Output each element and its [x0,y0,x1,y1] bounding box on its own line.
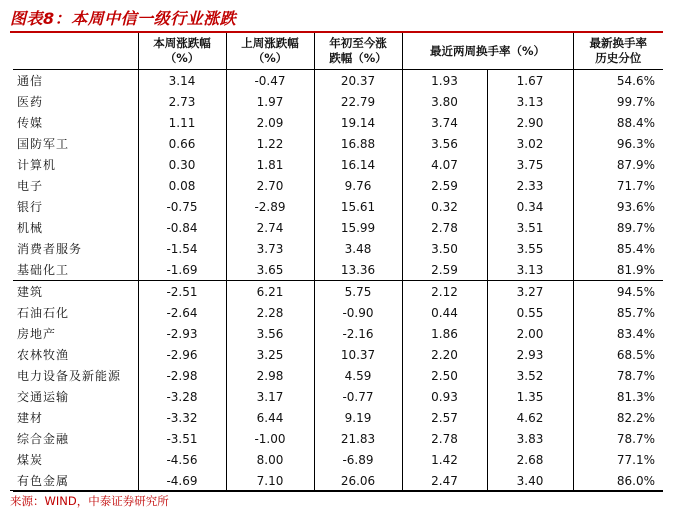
cell-turnover-this-week: 3.02 [487,133,573,154]
table-row [13,112,663,133]
cell-week-change: -3.28 [138,386,226,407]
cell-ytd-change: 19.14 [314,112,402,133]
cell-ytd-change: -0.77 [314,386,402,407]
table-row [13,407,663,428]
cell-turnover-percentile: 88.4% [573,112,663,133]
cell-last-week-change: 3.65 [226,259,314,281]
cell-turnover-this-week: 3.51 [487,217,573,238]
cell-turnover-last-week: 1.42 [402,449,487,470]
cell-ytd-change: 4.59 [314,365,402,386]
cell-turnover-last-week: 4.07 [402,154,487,175]
table-row [13,470,663,492]
table-row [13,449,663,470]
cell-last-week-change: 6.21 [226,281,314,303]
cell-turnover-last-week: 2.78 [402,428,487,449]
cell-turnover-percentile: 96.3% [573,133,663,154]
table-row [13,365,663,386]
cell-turnover-this-week: 3.75 [487,154,573,175]
cell-ytd-change: 13.36 [314,259,402,281]
header-week-change: 本周涨跌幅 （%） [138,33,226,70]
cell-turnover-last-week: 2.57 [402,407,487,428]
cell-turnover-percentile: 54.6% [573,70,663,92]
header-row [13,33,663,70]
cell-turnover-this-week: 3.40 [487,470,573,492]
cell-turnover-this-week: 1.67 [487,70,573,92]
table-row [13,175,663,196]
cell-turnover-percentile: 71.7% [573,175,663,196]
cell-ytd-change: 5.75 [314,281,402,303]
cell-turnover-last-week: 3.50 [402,238,487,259]
cell-last-week-change: 1.81 [226,154,314,175]
cell-turnover-this-week: 3.55 [487,238,573,259]
table-row [13,238,663,259]
cell-week-change: 0.08 [138,175,226,196]
cell-week-change: -2.93 [138,323,226,344]
cell-last-week-change: 6.44 [226,407,314,428]
cell-industry-name: 石油石化 [17,306,70,320]
cell-turnover-last-week: 0.44 [402,302,487,323]
cell-turnover-last-week: 3.80 [402,91,487,112]
cell-turnover-this-week: 4.62 [487,407,573,428]
cell-turnover-percentile: 81.9% [573,259,663,281]
cell-week-change: -4.69 [138,470,226,492]
cell-ytd-change: 26.06 [314,470,402,492]
header-turnover-percentile: 最新换手率 历史分位 [573,33,663,70]
cell-turnover-this-week: 1.35 [487,386,573,407]
header-ytd-change: 年初至今涨 跌幅（%） [314,33,402,70]
table-row [13,344,663,365]
table-row [13,70,663,92]
cell-industry-name: 医药 [17,95,44,109]
cell-week-change: -0.84 [138,217,226,238]
cell-ytd-change: 3.48 [314,238,402,259]
cell-turnover-last-week: 2.20 [402,344,487,365]
header-industry [13,33,138,70]
cell-week-change: -1.54 [138,238,226,259]
cell-week-change: -4.56 [138,449,226,470]
cell-week-change: -0.75 [138,196,226,217]
cell-industry-name: 农林牧渔 [17,348,70,362]
cell-turnover-this-week: 2.93 [487,344,573,365]
table-row [13,281,663,303]
cell-last-week-change: -2.89 [226,196,314,217]
cell-turnover-last-week: 2.59 [402,259,487,281]
cell-ytd-change: 20.37 [314,70,402,92]
table-row [13,259,663,281]
cell-turnover-this-week: 3.52 [487,365,573,386]
cell-turnover-last-week: 1.93 [402,70,487,92]
cell-last-week-change: 2.70 [226,175,314,196]
cell-ytd-change: 22.79 [314,91,402,112]
cell-industry-name: 基础化工 [17,263,70,277]
cell-week-change: -2.51 [138,281,226,303]
cell-industry-name: 消费者服务 [17,242,83,256]
cell-turnover-percentile: 93.6% [573,196,663,217]
cell-turnover-percentile: 78.7% [573,365,663,386]
cell-turnover-last-week: 2.78 [402,217,487,238]
cell-turnover-this-week: 3.13 [487,259,573,281]
cell-turnover-percentile: 99.7% [573,91,663,112]
cell-turnover-percentile: 83.4% [573,323,663,344]
cell-week-change: 0.66 [138,133,226,154]
cell-turnover-this-week: 2.90 [487,112,573,133]
cell-turnover-percentile: 81.3% [573,386,663,407]
table-row [13,196,663,217]
cell-industry-name: 交通运输 [17,390,70,404]
cell-industry-name: 电力设备及新能源 [17,369,122,383]
cell-last-week-change: 1.22 [226,133,314,154]
source-divider [10,490,663,491]
cell-turnover-percentile: 86.0% [573,470,663,492]
cell-industry-name: 银行 [17,200,44,214]
cell-turnover-this-week: 2.68 [487,449,573,470]
cell-last-week-change: 3.25 [226,344,314,365]
cell-last-week-change: 1.97 [226,91,314,112]
cell-week-change: 0.30 [138,154,226,175]
cell-week-change: -3.51 [138,428,226,449]
cell-turnover-last-week: 2.47 [402,470,487,492]
cell-ytd-change: 21.83 [314,428,402,449]
cell-ytd-change: 16.14 [314,154,402,175]
cell-industry-name: 建材 [17,411,44,425]
cell-ytd-change: 15.99 [314,217,402,238]
cell-last-week-change: 3.56 [226,323,314,344]
cell-last-week-change: 3.73 [226,238,314,259]
cell-ytd-change: 9.76 [314,175,402,196]
cell-industry-name: 综合金融 [17,432,70,446]
cell-turnover-percentile: 87.9% [573,154,663,175]
cell-turnover-last-week: 2.59 [402,175,487,196]
cell-week-change: 3.14 [138,70,226,92]
cell-industry-name: 房地产 [17,327,57,341]
cell-last-week-change: 2.74 [226,217,314,238]
header-last-week-change: 上周涨跌幅 （%） [226,33,314,70]
cell-industry-name: 煤炭 [17,453,44,467]
cell-turnover-percentile: 85.4% [573,238,663,259]
cell-industry-name: 机械 [17,221,44,235]
source-note: 来源：WIND，中泰证券研究所 [10,494,169,508]
cell-turnover-last-week: 0.32 [402,196,487,217]
cell-industry-name: 通信 [17,74,44,88]
cell-last-week-change: -0.47 [226,70,314,92]
cell-last-week-change: 7.10 [226,470,314,492]
cell-ytd-change: 9.19 [314,407,402,428]
cell-industry-name: 电子 [17,179,44,193]
cell-turnover-this-week: 0.55 [487,302,573,323]
cell-ytd-change: 10.37 [314,344,402,365]
cell-turnover-last-week: 3.56 [402,133,487,154]
table-row [13,302,663,323]
cell-ytd-change: 15.61 [314,196,402,217]
cell-industry-name: 有色金属 [13,470,138,492]
cell-industry-name: 国防军工 [17,137,70,151]
cell-week-change: -1.69 [138,259,226,281]
table-row [13,217,663,238]
cell-last-week-change: 2.09 [226,112,314,133]
cell-industry-name: 建筑 [13,281,138,303]
cell-last-week-change: -1.00 [226,428,314,449]
cell-week-change: 1.11 [138,112,226,133]
table-row [13,323,663,344]
cell-turnover-this-week: 2.00 [487,323,573,344]
cell-turnover-last-week: 2.12 [402,281,487,303]
cell-last-week-change: 2.98 [226,365,314,386]
table-row [13,91,663,112]
header-turnover-two-weeks: 最近两周换手率（%） [402,33,573,70]
cell-week-change: -3.32 [138,407,226,428]
cell-turnover-percentile: 68.5% [573,344,663,365]
table-row [13,386,663,407]
cell-turnover-this-week: 3.13 [487,91,573,112]
cell-turnover-last-week: 1.86 [402,323,487,344]
cell-turnover-percentile: 89.7% [573,217,663,238]
cell-turnover-this-week: 0.34 [487,196,573,217]
cell-ytd-change: 16.88 [314,133,402,154]
cell-last-week-change: 3.17 [226,386,314,407]
cell-week-change: -2.96 [138,344,226,365]
table-row [13,154,663,175]
table-row [13,133,663,154]
cell-industry-name: 传媒 [17,116,44,130]
cell-turnover-percentile: 78.7% [573,428,663,449]
cell-industry-name: 计算机 [17,158,57,172]
cell-turnover-last-week: 0.93 [402,386,487,407]
cell-turnover-last-week: 2.50 [402,365,487,386]
cell-turnover-this-week: 3.83 [487,428,573,449]
cell-last-week-change: 2.28 [226,302,314,323]
cell-ytd-change: -6.89 [314,449,402,470]
cell-turnover-this-week: 2.33 [487,175,573,196]
cell-turnover-percentile: 77.1% [573,449,663,470]
cell-week-change: -2.64 [138,302,226,323]
cell-turnover-this-week: 3.27 [487,281,573,303]
cell-last-week-change: 8.00 [226,449,314,470]
cell-ytd-change: -0.90 [314,302,402,323]
cell-turnover-last-week: 3.74 [402,112,487,133]
table-row [13,428,663,449]
cell-week-change: -2.98 [138,365,226,386]
cell-turnover-percentile: 85.7% [573,302,663,323]
cell-ytd-change: -2.16 [314,323,402,344]
cell-turnover-percentile: 82.2% [573,407,663,428]
cell-week-change: 2.73 [138,91,226,112]
figure-title: 图表8：本周中信一级行业涨跌 [10,9,237,28]
industry-table [13,33,663,492]
cell-turnover-percentile: 94.5% [573,281,663,303]
